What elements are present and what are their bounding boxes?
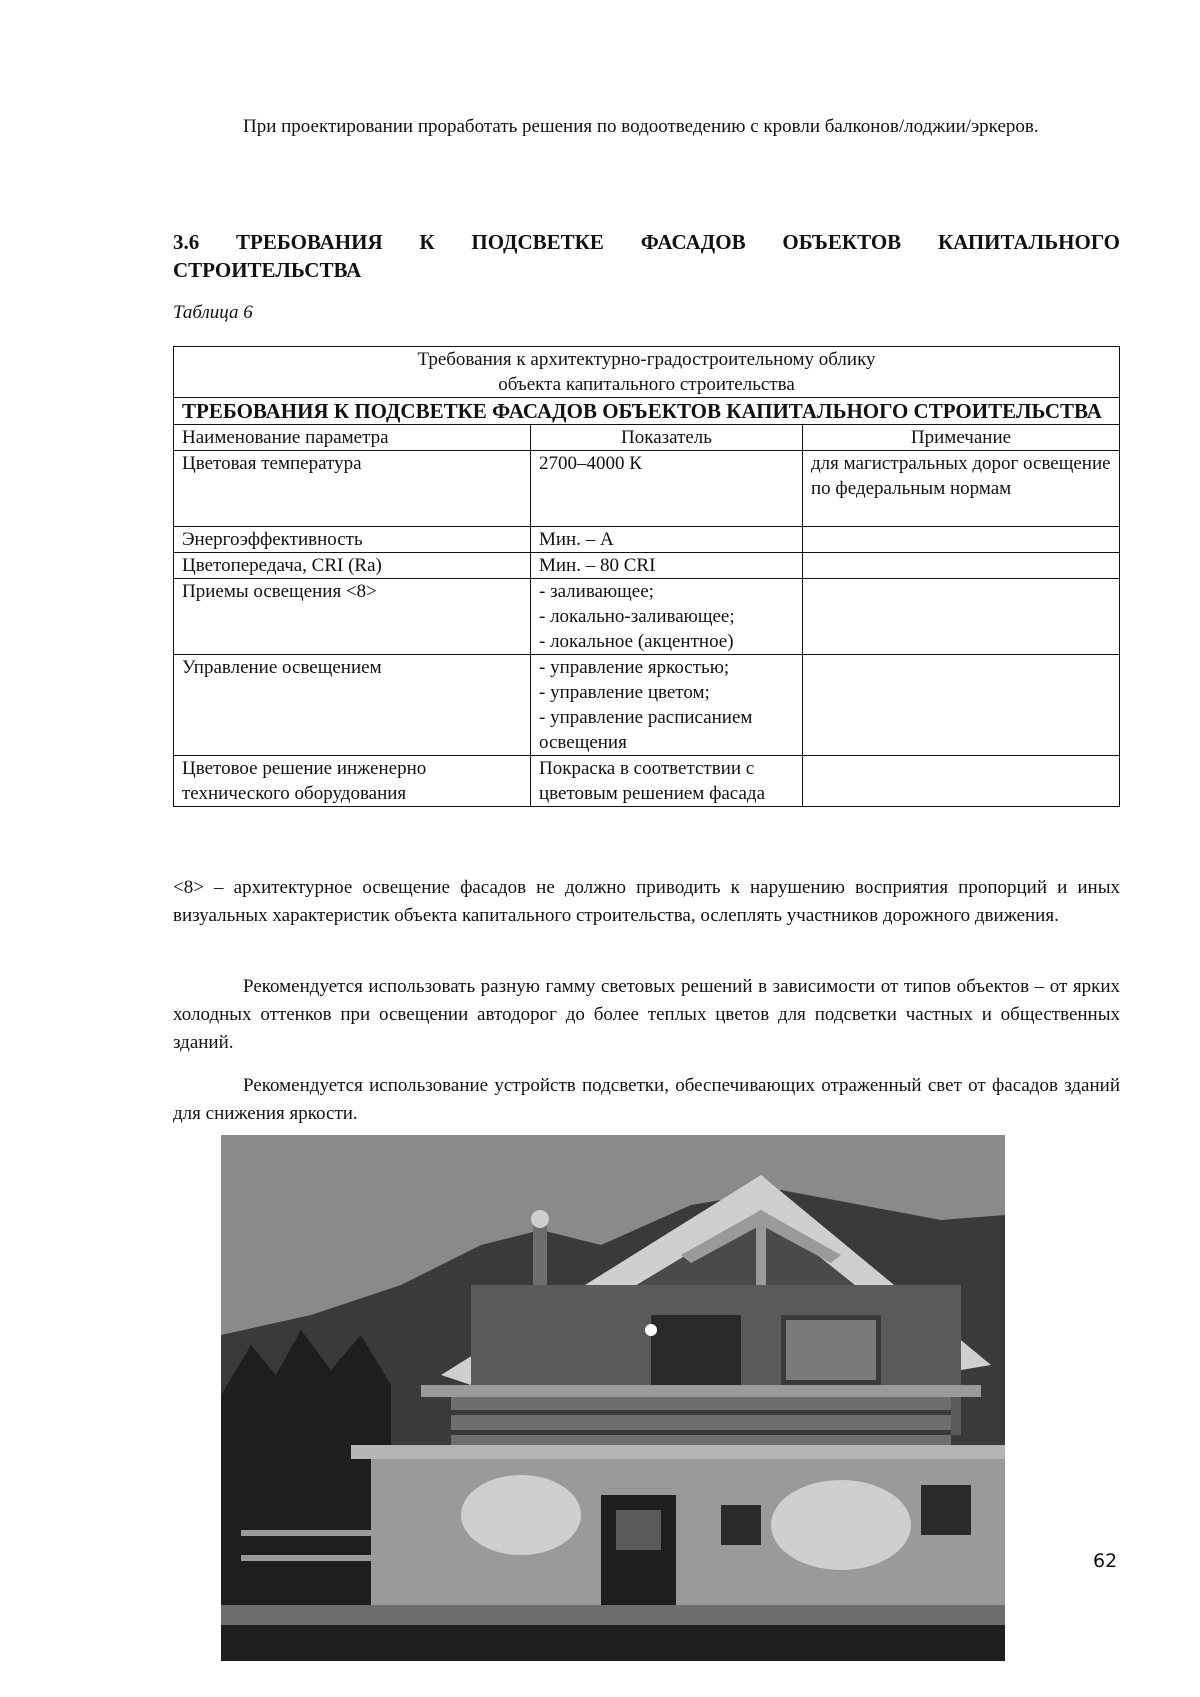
table-cell-value	[531, 527, 803, 553]
balcony-slat	[451, 1430, 951, 1435]
window-glow	[786, 1320, 876, 1380]
table-header-cell	[174, 347, 1120, 398]
footnote-text: <8> – архитектурное освещение фасадов не должно приводить к нарушению восприятия пропорций и иных визуальных характеристик объекта капитального строительства, ослеплять участников дорожного движения.	[173, 877, 1120, 926]
body-paragraph-1: Рекомендуется использовать разную гамму световых решений в зависимости от типов объектов – от ярких холодных оттенков при освещении автодорог до более теплых цветов для подсветки частных и общественных зданий.	[173, 976, 1120, 1053]
section-heading: 3.6 ТРЕБОВАНИЯ К ПОДСВЕТКЕ ФАСАДОВ ОБЪЕКТОВ КАПИТАЛЬНОГО СТРОИТЕЛЬСТВА	[173, 230, 1120, 282]
table-cell-value	[531, 756, 803, 807]
balcony-slat	[451, 1410, 951, 1415]
table-caption: Таблица 6	[173, 302, 253, 323]
table-cell-note	[803, 579, 1120, 655]
table-row	[174, 451, 1120, 527]
value-line: Мин. – А	[539, 529, 614, 550]
light-patch	[771, 1480, 911, 1570]
chimney-cap	[531, 1210, 549, 1228]
requirements-table	[173, 346, 1120, 807]
ground-window	[921, 1485, 971, 1535]
value-line: - управление яркостью;	[539, 657, 730, 678]
chimney	[533, 1225, 547, 1295]
fence-rail	[241, 1555, 391, 1561]
value-line: - управление расписанием освещения	[539, 707, 753, 753]
table-header-row	[174, 347, 1120, 398]
ground-window	[721, 1505, 761, 1545]
value-line: - заливающее;	[539, 581, 654, 602]
table-subheader-cell: ТРЕБОВАНИЯ К ПОДСВЕТКЕ ФАСАДОВ ОБЪЕКТОВ КАПИТАЛЬНОГО СТРОИТЕЛЬСТВА	[174, 398, 1120, 425]
table-cell-note: для магистральных дорог освещение по федеральным нормам	[803, 451, 1120, 527]
value-line: 2700–4000 К	[539, 453, 642, 474]
chalet-illustration	[221, 1135, 1005, 1661]
column-header-param: Наименование параметра	[174, 425, 531, 451]
table-cell-note	[803, 655, 1120, 756]
table-row	[174, 579, 1120, 655]
table-cell-value	[531, 655, 803, 756]
lamp-glow	[645, 1324, 657, 1336]
floor-slab	[351, 1445, 1005, 1459]
table-subheader-row	[174, 398, 1120, 425]
table-header-line-2: объекта капитального строительства	[498, 374, 795, 395]
ground-floor-wall	[371, 1455, 1005, 1615]
column-header-note: Примечание	[803, 425, 1120, 451]
table-cell-param: Управление освещением	[174, 655, 531, 756]
value-line: Мин. – 80 CRI	[539, 555, 656, 576]
value-line: - локальное (акцентное)	[539, 631, 734, 652]
table-row	[174, 553, 1120, 579]
table-cell-param: Цветовая температура	[174, 451, 531, 527]
table-header-line-1: Требования к архитектурно-градостроительному облику	[417, 349, 876, 370]
intro-paragraph: При проектировании проработать решения по водоотведению с кровли балконов/лоджии/эркеров.	[243, 116, 1039, 137]
table-row	[174, 655, 1120, 756]
balcony-railing	[451, 1397, 951, 1452]
table-cell-note	[803, 756, 1120, 807]
value-line: - управление цветом;	[539, 682, 710, 703]
column-header-value: Показатель	[531, 425, 803, 451]
table-cell-param: Приемы освещения <8>	[174, 579, 531, 655]
table-cell-value	[531, 579, 803, 655]
door-window	[616, 1510, 661, 1550]
table-cell-value	[531, 553, 803, 579]
value-line: - локально-заливающее;	[539, 606, 735, 627]
balcony-top-rail	[421, 1385, 981, 1397]
table-cell-param: Энергоэффективность	[174, 527, 531, 553]
fence-rail	[241, 1530, 391, 1536]
table-columns-row	[174, 425, 1120, 451]
table-cell-value	[531, 451, 803, 527]
table-cell-param: Цветопередача, CRI (Ra)	[174, 553, 531, 579]
table-row	[174, 756, 1120, 807]
table-row	[174, 527, 1120, 553]
foreground	[221, 1625, 1005, 1661]
page-number: 62	[1093, 1550, 1118, 1572]
body-paragraph-2: Рекомендуется использование устройств подсветки, обеспечивающих отраженный свет от фасадов зданий для снижения яркости.	[173, 1075, 1120, 1124]
table-cell-note	[803, 527, 1120, 553]
light-patch	[461, 1475, 581, 1555]
table-cell-note	[803, 553, 1120, 579]
table-cell-param: Цветовое решение инженерно технического оборудования	[174, 756, 531, 807]
chalet-night-photo	[221, 1135, 1005, 1661]
value-line: Покраска в соответствии с цветовым решением фасада	[539, 758, 766, 804]
